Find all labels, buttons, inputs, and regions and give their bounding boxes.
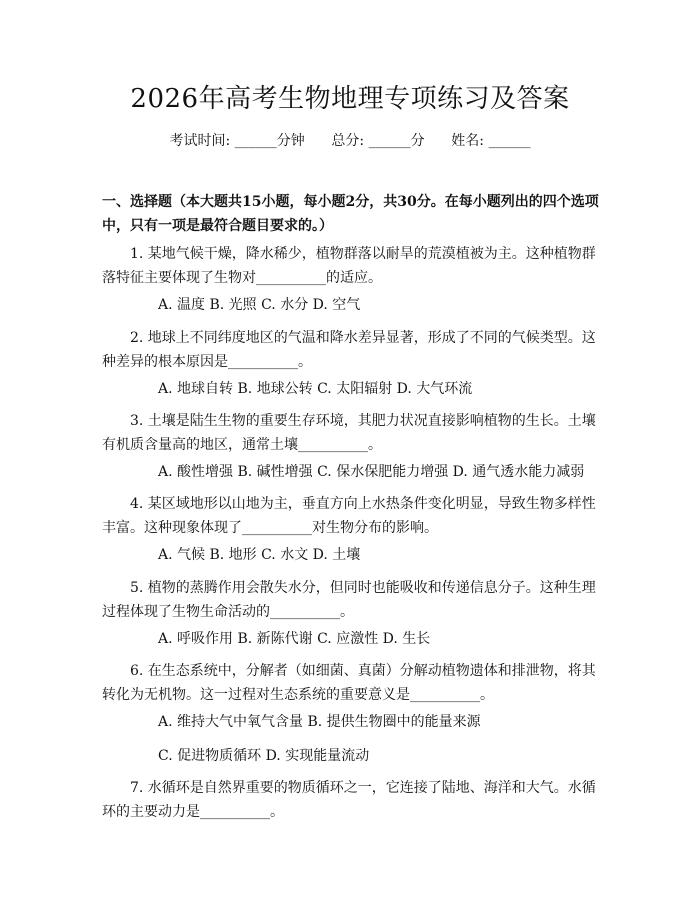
section-heading: 一、选择题（本大题共15小题，每小题2分，共30分。在每小题列出的四个选项中，只有一项是最符合题目要求的。） (102, 194, 599, 234)
question-5-stem: 5. 植物的蒸腾作用会散失水分，但同时也能吸收和传递信息分子。这种生理过程体现了生物生命活动的__________。 (102, 580, 596, 620)
question-6-options-line-1: A. 维持大气中氧气含量 B. 提供生物圈中的能量来源 (158, 714, 481, 730)
question-2-options: A. 地球自转 B. 地球公转 C. 太阳辐射 D. 大气环流 (158, 381, 473, 397)
page-title: 2026年高考生物地理专项练习及答案 (130, 84, 570, 114)
question-5-options: A. 呼吸作用 B. 新陈代谢 C. 应激性 D. 生长 (158, 631, 431, 647)
question-1-stem: 1. 某地气候干燥，降水稀少，植物群落以耐旱的荒漠植被为主。这种植物群落特征主要体现了生物对__________的适应。 (102, 246, 596, 286)
question-1-options: A. 温度 B. 光照 C. 水分 D. 空气 (158, 297, 361, 313)
question-3-stem: 3. 土壤是陆生生物的重要生存环境，其肥力状况直接影响植物的生长。土壤有机质含量高的地区，通常土壤__________。 (102, 413, 596, 453)
question-6-stem: 6. 在生态系统中，分解者（如细菌、真菌）分解动植物遗体和排泄物，将其转化为无机物。这一过程对生态系统的重要意义是__________。 (102, 663, 596, 703)
question-2-stem: 2. 地球上不同纬度地区的气温和降水差异显著，形成了不同的气候类型。这种差异的根本原因是__________。 (102, 330, 596, 370)
question-7-stem: 7. 水循环是自然界重要的物质循环之一，它连接了陆地、海洋和大气。水循环的主要动力是__________。 (102, 780, 596, 820)
question-4-options: A. 气候 B. 地形 C. 水文 D. 土壤 (158, 547, 361, 563)
exam-info-line: 考试时间: ______分钟 总分: ______分 姓名: ______ (169, 133, 531, 149)
question-4-stem: 4. 某区域地形以山地为主，垂直方向上水热条件变化明显，导致生物多样性丰富。这种现象体现了__________对生物分布的影响。 (102, 496, 596, 536)
question-6-options-line-2: C. 促进物质循环 D. 实现能量流动 (158, 748, 370, 764)
question-3-options: A. 酸性增强 B. 碱性增强 C. 保水保肥能力增强 D. 通气透水能力减弱 (158, 464, 585, 480)
